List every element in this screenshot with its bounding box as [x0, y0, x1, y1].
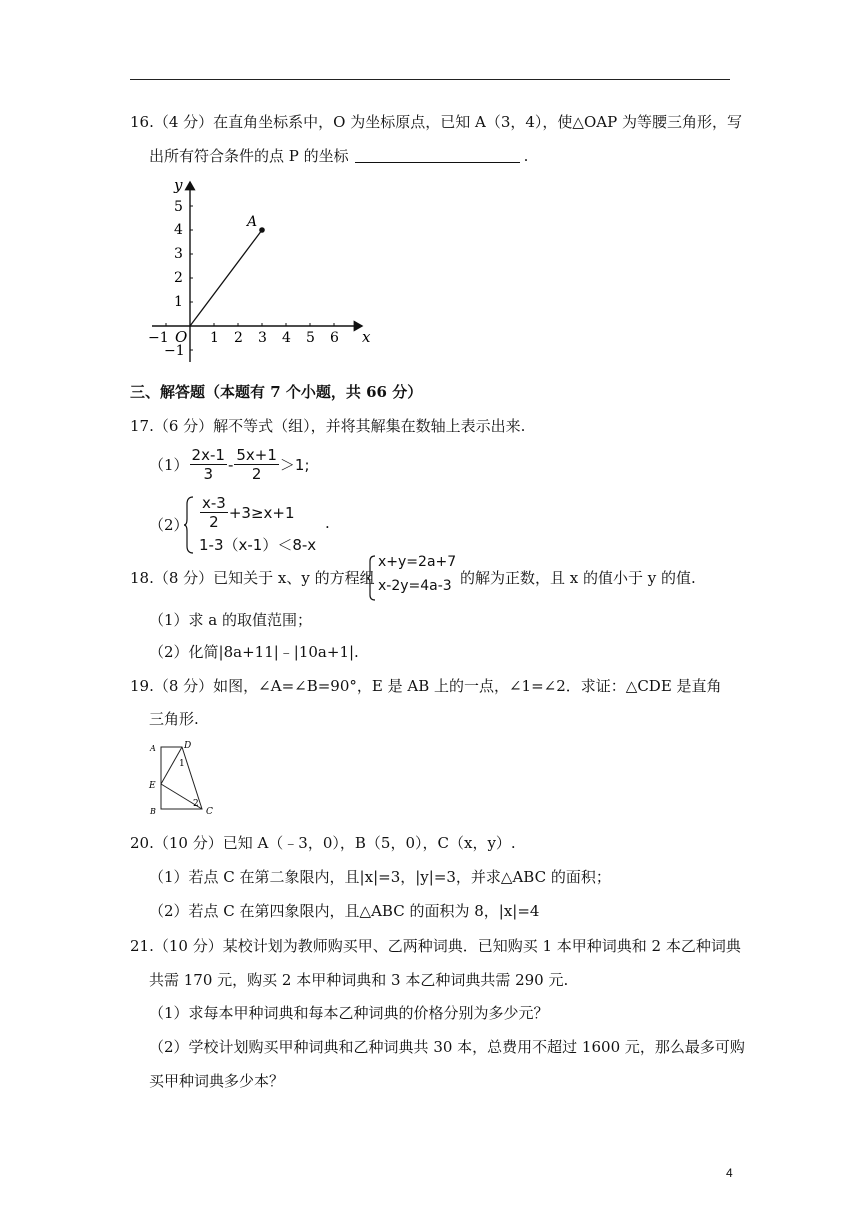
y-tick-5: 5 [174, 199, 183, 215]
q16-line2 [149, 146, 528, 166]
q19-line1: 19.（8 分）如图，∠A=∠B=90°，E 是 AB 上的一点，∠1=∠2．求证：△CDE 是直角 [130, 677, 722, 695]
minus-sign: - [227, 455, 234, 474]
trapezoid-figure [144, 738, 224, 820]
q20-part1: （1）若点 C 在第二象限内，且|x|=3，|y|=3，并求△ABC 的面积； [149, 868, 611, 886]
q16-line1: 16.（4 分）在直角坐标系中，O 为坐标原点，已知 A（3，4），使△OAP 为等腰三角形，写 [130, 113, 742, 131]
answer-blank [355, 148, 520, 163]
x-axis-label: x [362, 328, 371, 346]
q17-part1-label: （1） [149, 456, 189, 474]
q17-part2-end: . [325, 514, 330, 532]
label-a: A [150, 744, 156, 753]
y-tick-4: 4 [174, 222, 183, 238]
x-tick-3: 3 [258, 330, 267, 346]
fraction-1-num: 2x-1 [191, 446, 225, 464]
q17-system-row1 [199, 494, 295, 531]
q20-line1: 20.（10 分）已知 A（﹣3，0），B（5，0），C（x，y）. [130, 834, 516, 852]
q21-line1: 21.（10 分）某校计划为教师购买甲、乙两种词典．已知购买 1 本甲种词典和 2 本乙种词典 [130, 937, 741, 955]
y-tick-neg1: −1 [164, 343, 185, 359]
brace-icon [183, 496, 195, 554]
y-tick-1: 1 [174, 294, 183, 310]
fraction-3 [200, 494, 228, 531]
q18-part2: （2）化简|8a+11|﹣|10a+1|. [149, 643, 359, 661]
label-c: C [206, 807, 213, 817]
y-tick-3: 3 [174, 246, 183, 262]
point-a [259, 227, 265, 233]
label-b: B [150, 807, 156, 816]
label-e: E [149, 781, 156, 791]
segment-oa [190, 230, 262, 326]
q16-line2-text: 出所有符合条件的点 P 的坐标 [149, 147, 349, 165]
coordinate-graph [140, 172, 380, 367]
q17-line1: 17.（6 分）解不等式（组），并将其解集在数轴上表示出来. [130, 417, 526, 435]
y-axis-label: y [174, 176, 183, 194]
header-rule [130, 79, 730, 80]
q21-line2: 共需 170 元，购买 2 本甲种词典和 3 本乙种词典共需 290 元. [149, 971, 569, 989]
page-number: 4 [726, 1166, 733, 1180]
q21-part2-line1: （2）学校计划购买甲种词典和乙种词典共 30 本，总费用不超过 1600 元，那么最多可购 [149, 1038, 745, 1056]
x-tick-6: 6 [330, 330, 339, 346]
fraction-2-num: 5x+1 [236, 446, 277, 464]
brace-icon [366, 555, 376, 601]
section-3-heading: 三、解答题（本题有 7 个小题，共 66 分） [130, 383, 423, 401]
q17-part2-label: （2） [149, 516, 189, 534]
label-d: D [184, 741, 192, 751]
angle-1-label: 1 [179, 759, 185, 769]
q18-part1: （1）求 a 的取值范围； [149, 611, 313, 629]
fraction-1-den: 3 [203, 465, 214, 483]
fraction-1 [190, 446, 227, 483]
point-a-label: A [247, 214, 258, 230]
q16-line2-end: . [523, 147, 529, 165]
q17-system-row2: 1-3（x-1）＜8-x [199, 536, 317, 554]
q21-part1: （1）求每本甲种词典和每本乙种词典的价格分别为多少元？ [149, 1004, 549, 1022]
angle-2-label: 2 [193, 799, 199, 809]
fraction-3-den: 2 [209, 513, 219, 531]
q17-part1 [149, 446, 310, 483]
q17-part1-rest: ＞1; [279, 456, 310, 474]
q21-part2-line2: 买甲种词典多少本？ [149, 1072, 285, 1090]
x-tick-2: 2 [234, 330, 243, 346]
y-tick-2: 2 [174, 270, 183, 286]
x-tick-5: 5 [306, 330, 315, 346]
q17-system-row1-rest: +3≥x+1 [228, 503, 295, 522]
q18-line1-a: 18.（8 分）已知关于 x、y 的方程组 [130, 569, 375, 587]
q20-part2: （2）若点 C 在第四象限内，且△ABC 的面积为 8，|x|=4 [149, 902, 540, 920]
x-tick-neg1: −1 [148, 330, 169, 346]
fraction-3-num: x-3 [202, 494, 226, 512]
x-tick-1: 1 [210, 330, 219, 346]
origin-label: O [175, 328, 188, 346]
q19-line2: 三角形. [149, 710, 199, 728]
fraction-2-den: 2 [251, 465, 262, 483]
q18-line1-b: 的解为正数，且 x 的值小于 y 的值. [460, 569, 696, 587]
fraction-2 [234, 446, 279, 483]
q18-eq2: x-2y=4a-3 [378, 578, 452, 594]
x-tick-4: 4 [282, 330, 291, 346]
q18-eq1: x+y=2a+7 [378, 554, 457, 570]
